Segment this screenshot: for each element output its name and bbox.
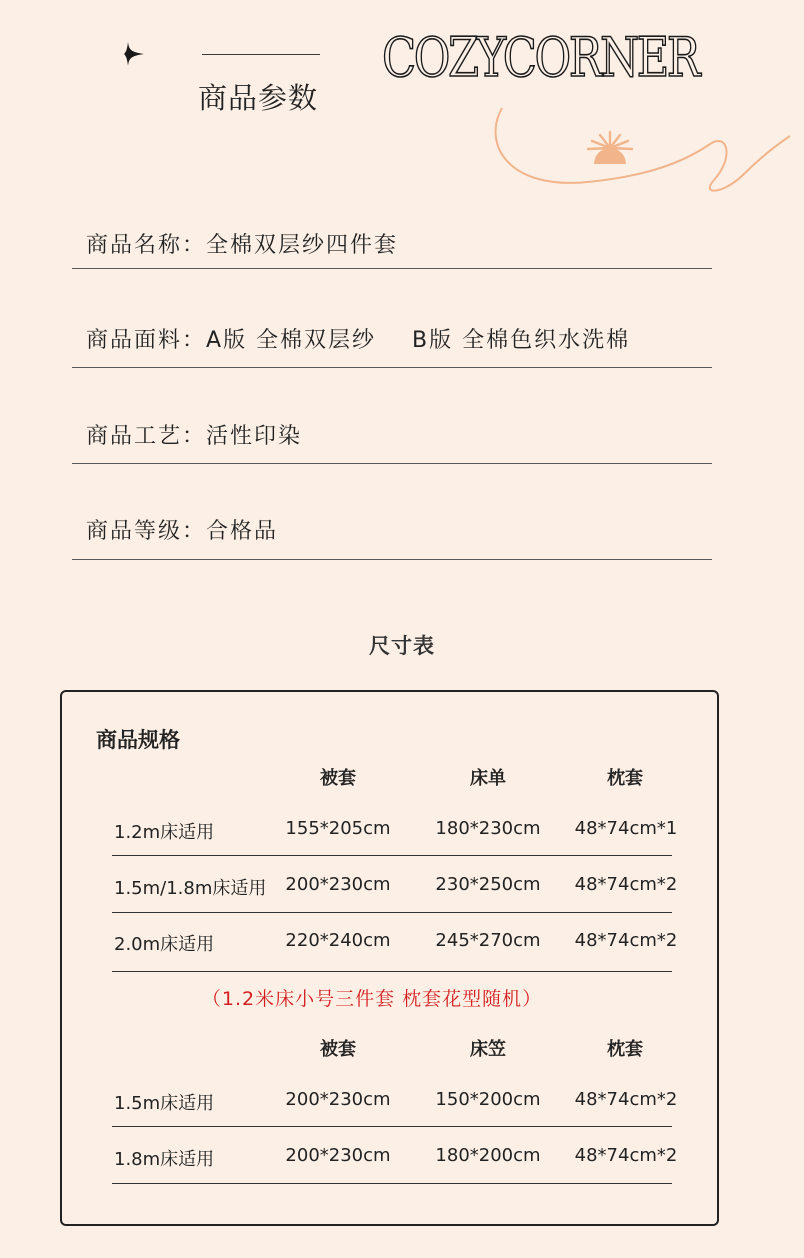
table-cell: 48*74cm*2 (574, 1089, 678, 1110)
section-title: 商品参数 (198, 81, 319, 115)
col-header-pillowcase: 枕套 (607, 768, 643, 789)
param-craft: 商品工艺：活性印染 (86, 424, 303, 449)
table-cell: 48*74cm*2 (574, 930, 678, 951)
param-divider (72, 463, 712, 464)
table-cell: 245*270cm (435, 930, 541, 951)
small-set-notice: （1.2米床小号三件套 枕套花型随机） (201, 988, 543, 1010)
brand-logo (382, 24, 702, 89)
four-point-star-icon (122, 40, 148, 68)
size-chart-heading: 尺寸表 (369, 634, 435, 658)
table-cell: 200*230cm (285, 1145, 391, 1166)
table-row-label: 1.8m床适用 (114, 1149, 215, 1170)
col-header-sheet: 床单 (470, 768, 506, 789)
row-divider (112, 912, 672, 913)
table-cell: 200*230cm (285, 874, 391, 895)
param-grade: 商品等级：合格品 (86, 519, 279, 544)
table-cell: 230*250cm (435, 874, 541, 895)
table-row-label: 1.2m床适用 (114, 822, 215, 843)
sun-swirl-decoration (488, 104, 790, 200)
header-divider (202, 54, 320, 55)
table-cell: 48*74cm*2 (574, 874, 678, 895)
brand-logo-text: COZYCORNER (382, 26, 702, 89)
param-divider (72, 268, 712, 269)
col-header-duvet: 被套 (320, 1039, 356, 1060)
row-divider (112, 855, 672, 856)
table-cell: 48*74cm*2 (574, 1145, 678, 1166)
param-divider (72, 559, 712, 560)
col-header-duvet: 被套 (320, 768, 356, 789)
col-header-fitted-sheet: 床笠 (470, 1039, 506, 1060)
row-divider (112, 1126, 672, 1127)
table-cell: 48*74cm*1 (574, 818, 678, 839)
table-cell: 180*200cm (435, 1145, 541, 1166)
row-divider (112, 1183, 672, 1184)
table-row-label: 1.5m床适用 (114, 1093, 215, 1114)
param-name: 商品名称：全棉双层纱四件套 (86, 233, 399, 258)
param-divider (72, 367, 712, 368)
table-cell: 155*205cm (285, 818, 391, 839)
table-cell: 200*230cm (285, 1089, 391, 1110)
table-cell: 220*240cm (285, 930, 391, 951)
spec-title: 商品规格 (96, 728, 180, 752)
table-row-label: 1.5m/1.8m床适用 (114, 878, 267, 899)
row-divider (112, 971, 672, 972)
table-cell: 180*230cm (435, 818, 541, 839)
table-row-label: 2.0m床适用 (114, 934, 215, 955)
table-cell: 150*200cm (435, 1089, 541, 1110)
param-fabric: 商品面料：A版 全棉双层纱 B版 全棉色织水洗棉 (86, 328, 631, 353)
col-header-pillowcase: 枕套 (607, 1039, 643, 1060)
